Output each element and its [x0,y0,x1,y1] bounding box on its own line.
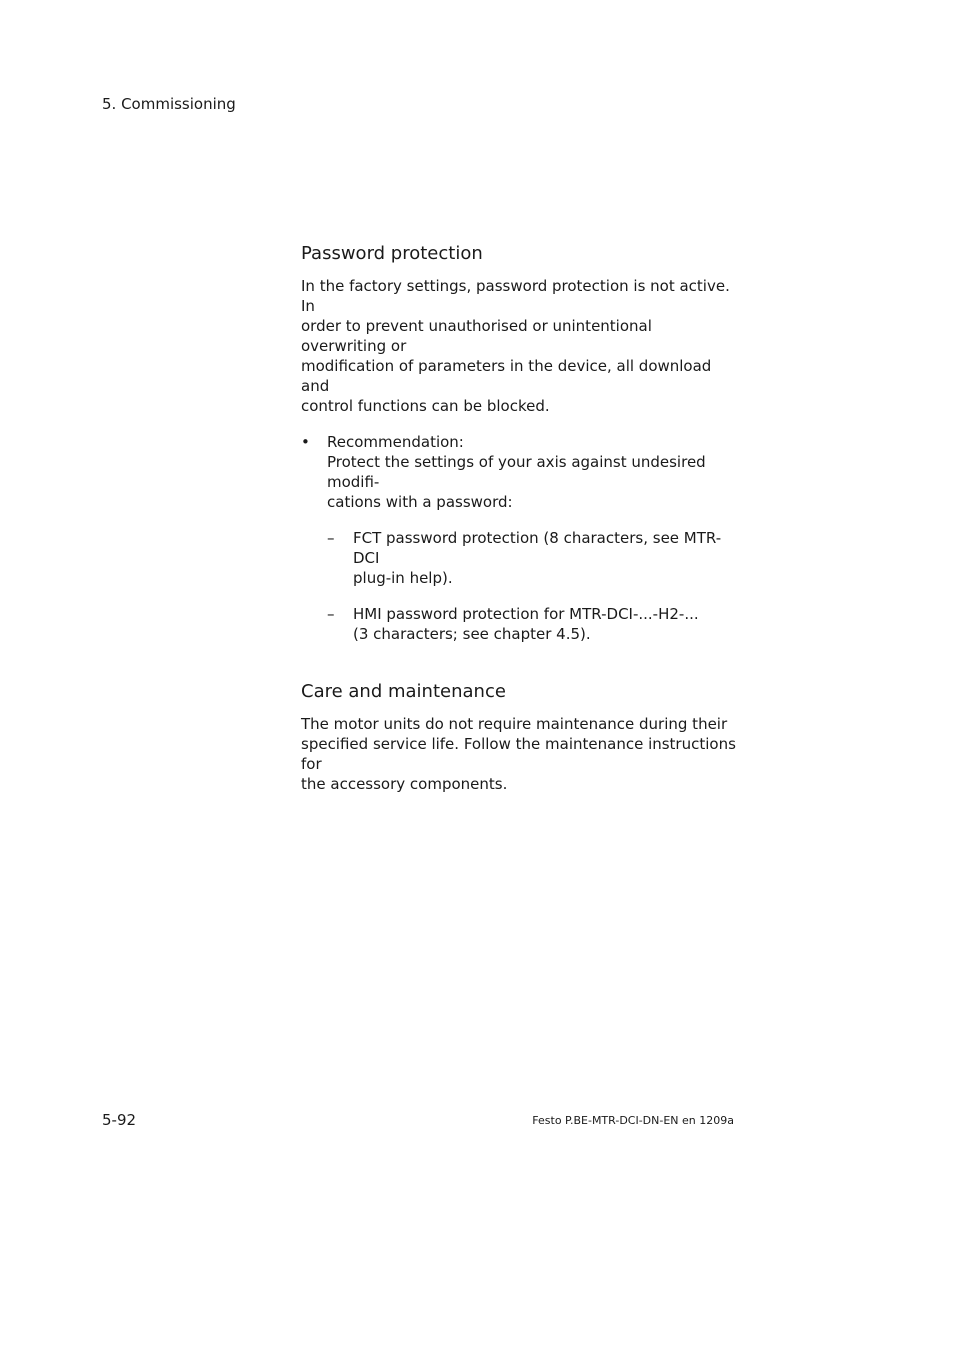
dash-marker: – [327,605,335,623]
main-content [301,242,741,794]
document-reference: Festo P.BE-MTR-DCI-DN-EN en 1209a [532,1114,734,1127]
section-title: Password protection [301,243,483,264]
section-password-protection [301,242,741,644]
running-header [102,94,236,114]
paragraph [301,714,741,794]
paragraph [301,276,741,416]
section-care-and-maintenance [301,680,741,794]
text-line: (3 characters; see chapter 4.5). [353,625,591,643]
text-line: control functions can be blocked. [301,397,550,415]
text-line: The motor units do not require maintenance during their [301,715,728,733]
bullet-list-item [301,432,741,512]
text-line: order to prevent unauthorised or unintentional overwriting or [301,317,652,355]
bullet-marker: • [301,433,310,451]
dash-marker: – [327,529,335,547]
text-line: In the factory settings, password protection is not active. In [301,277,730,315]
text-line: the accessory components. [301,775,508,793]
text-line: plug-in help). [353,569,453,587]
text-line: Recommendation: [327,433,464,451]
text-line: cations with a password: [327,493,513,511]
dash-list-item [301,604,741,644]
page-number: 5-92 [102,1111,137,1129]
text-line: Protect the settings of your axis against undesired modifi- [327,453,706,491]
dash-list-item [301,528,741,588]
text-line: HMI password protection for MTR-DCI-...-H2-... [353,605,699,623]
text-line: FCT password protection (8 characters, see MTR-DCI [353,529,722,567]
text-line: modification of parameters in the device, all download and [301,357,712,395]
text-line: specified service life. Follow the maintenance instructions for [301,735,736,773]
section-title: Care and maintenance [301,681,506,702]
chapter-heading: 5. Commissioning [102,95,236,113]
